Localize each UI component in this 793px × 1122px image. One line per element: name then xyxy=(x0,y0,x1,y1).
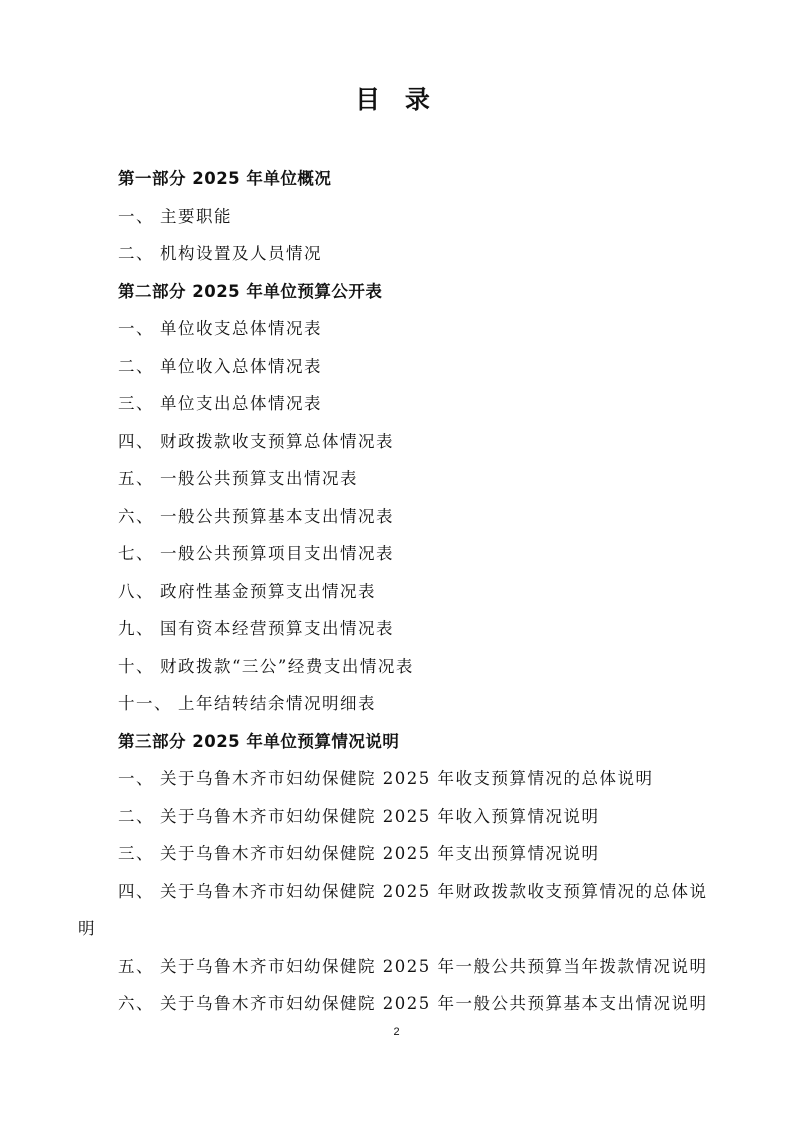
toc-item xyxy=(118,310,718,348)
toc-item-text: 关于乌鲁木齐市妇幼保健院 2025 年一般公共预算基本支出情况说明 xyxy=(160,994,708,1013)
toc-item-number: 一、 xyxy=(118,206,154,226)
toc-item-number: 二、 xyxy=(118,806,154,826)
toc-item-text: 关于乌鲁木齐市妇幼保健院 2025 年财政拨款收支预算情况的总体说 xyxy=(160,881,708,901)
toc-item xyxy=(118,460,718,498)
toc-item-number: 五、 xyxy=(118,469,154,488)
toc-item xyxy=(118,385,718,423)
toc-item xyxy=(118,648,718,686)
toc-item xyxy=(118,573,718,611)
table-of-contents xyxy=(78,160,718,1023)
toc-item-text: 关于乌鲁木齐市妇幼保健院 2025 年支出预算情况说明 xyxy=(160,844,600,863)
part2-heading: 第二部分 2025 年单位预算公开表 xyxy=(118,281,383,301)
toc-item xyxy=(118,873,718,911)
page-title: 目 录 xyxy=(355,85,438,114)
toc-item-text: 单位支出总体情况表 xyxy=(160,394,322,413)
toc-item-text: 单位收支总体情况表 xyxy=(160,319,322,338)
toc-item xyxy=(118,760,718,798)
toc-item-text: 财政拨款收支预算总体情况表 xyxy=(160,431,394,451)
toc-item-text: 上年结转结余情况明细表 xyxy=(178,694,376,713)
toc-item-text: 单位收入总体情况表 xyxy=(160,356,322,376)
toc-item-number: 三、 xyxy=(118,844,154,863)
toc-item-text: 一般公共预算基本支出情况表 xyxy=(160,506,394,526)
toc-item-text: 关于乌鲁木齐市妇幼保健院 2025 年收支预算情况的总体说明 xyxy=(160,769,654,788)
toc-item-number: 六、 xyxy=(118,994,154,1013)
part3-heading: 第三部分 2025 年单位预算情况说明 xyxy=(118,731,400,751)
part1-heading: 第一部分 2025 年单位概况 xyxy=(118,169,332,188)
toc-item-number: 五、 xyxy=(118,956,154,976)
toc-item-number: 九、 xyxy=(118,619,154,638)
toc-item-number: 四、 xyxy=(118,881,154,901)
toc-item xyxy=(118,535,718,573)
toc-item-text: 政府性基金预算支出情况表 xyxy=(160,581,376,601)
toc-item xyxy=(118,498,718,536)
toc-item xyxy=(118,685,718,723)
toc-item-number: 二、 xyxy=(118,356,154,376)
toc-item-number: 二、 xyxy=(118,244,154,263)
toc-item-number: 三、 xyxy=(118,394,154,413)
toc-item xyxy=(118,198,718,236)
toc-item-number: 七、 xyxy=(118,544,154,563)
toc-item-number: 八、 xyxy=(118,581,154,601)
toc-item-number: 十、 xyxy=(118,656,154,676)
toc-item-text: 一般公共预算支出情况表 xyxy=(160,469,358,488)
toc-item-number: 一、 xyxy=(118,769,154,788)
toc-item-text: 机构设置及人员情况 xyxy=(160,244,322,263)
toc-item xyxy=(118,948,718,986)
toc-item-text: 国有资本经营预算支出情况表 xyxy=(160,619,394,638)
toc-item-text: 关于乌鲁木齐市妇幼保健院 2025 年一般公共预算当年拨款情况说明 xyxy=(160,956,708,976)
toc-item xyxy=(118,348,718,386)
toc-item-number: 六、 xyxy=(118,506,154,526)
toc-item xyxy=(118,835,718,873)
toc-item-text: 主要职能 xyxy=(160,206,232,226)
page-number: 2 xyxy=(393,1026,400,1038)
toc-item-number: 四、 xyxy=(118,431,154,451)
toc-item xyxy=(118,798,718,836)
toc-item xyxy=(118,610,718,648)
toc-item xyxy=(118,985,718,1023)
toc-item-text: 关于乌鲁木齐市妇幼保健院 2025 年收入预算情况说明 xyxy=(160,806,600,826)
toc-item-continuation: 明 xyxy=(78,919,96,938)
toc-item-text: 财政拨款“三公”经费支出情况表 xyxy=(160,656,414,676)
toc-item-text: 一般公共预算项目支出情况表 xyxy=(160,544,394,563)
toc-item xyxy=(118,235,718,273)
toc-item-number: 一、 xyxy=(118,319,154,338)
toc-item-number: 十一、 xyxy=(118,694,172,713)
toc-item xyxy=(118,423,718,461)
